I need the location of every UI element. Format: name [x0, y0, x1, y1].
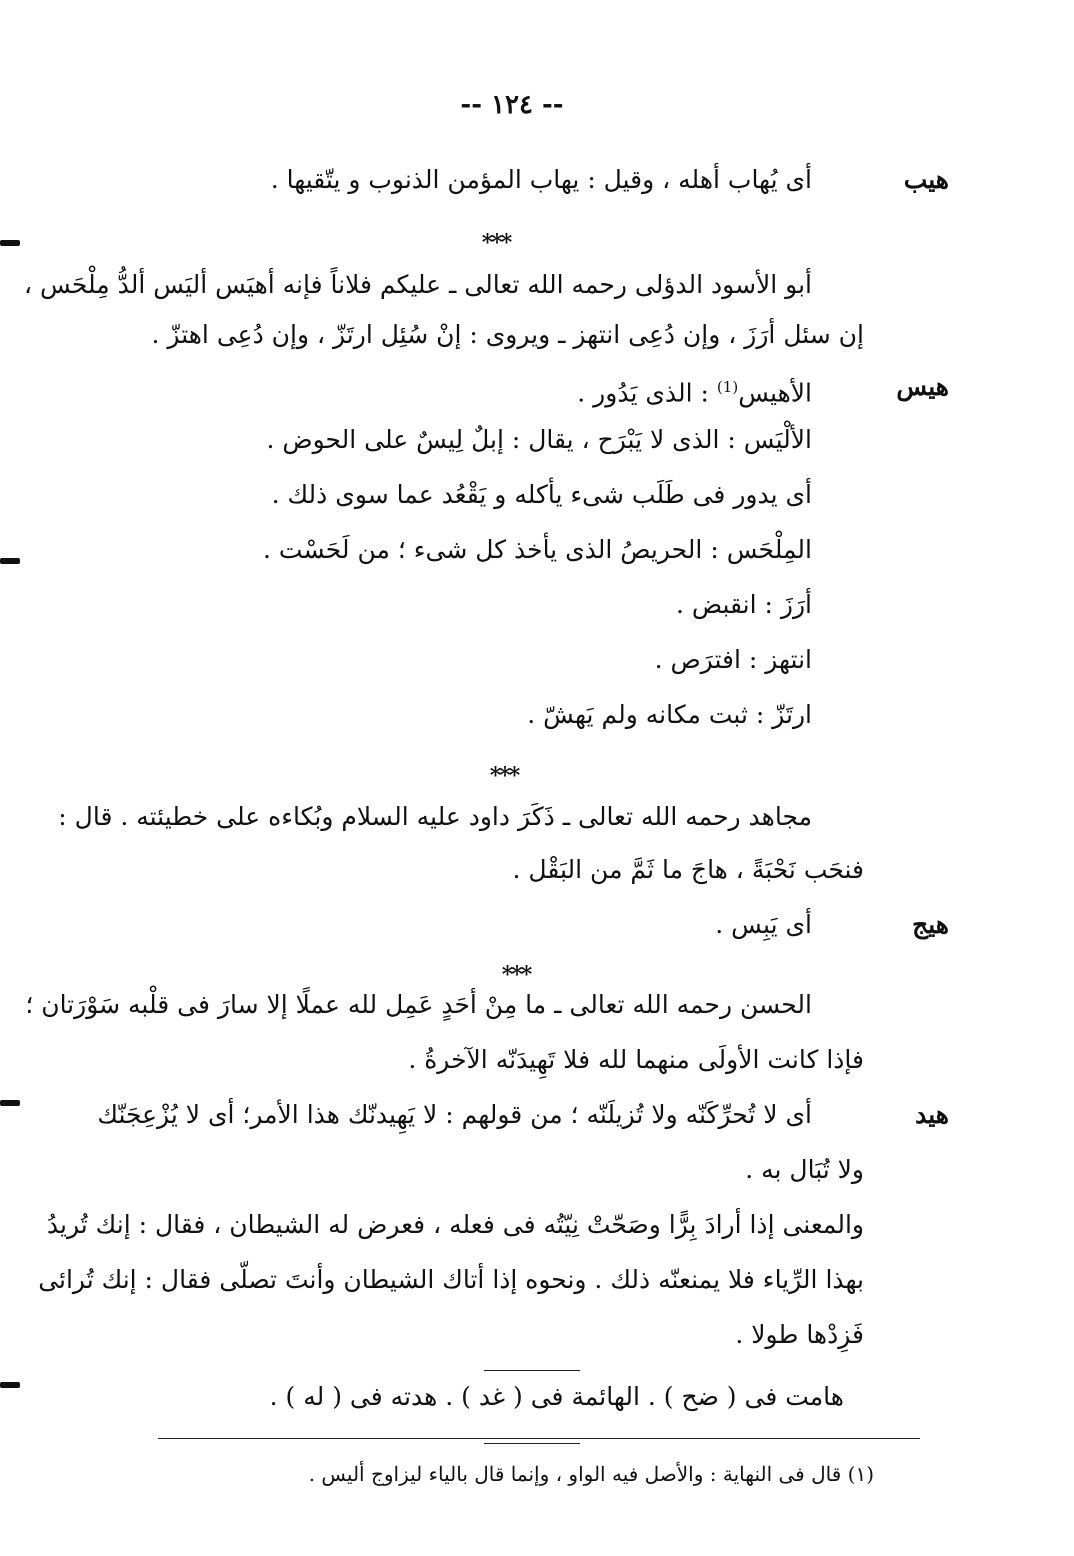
text-line: فَزِدْها طولا . [735, 1320, 864, 1349]
definition-line: أرَزَ : انقبض . [675, 590, 812, 619]
margin-mark [0, 1382, 20, 1388]
definition-line: انتهز : افترَص . [654, 645, 812, 674]
definition-text: : الذى يَدُور . [577, 378, 717, 408]
variant-readings: هامت فى ( ضح ) . الهائمة فى ( غد ) . هدته فى ( له ) . [269, 1382, 844, 1411]
root-heading-haib: هيب [903, 165, 949, 194]
footnote: (١) قال فى النهاية : والأصل فيه الواو ، وإنما قال بالياء ليزاوج أليس . [308, 1462, 874, 1486]
root-heading-hayd: هيد [915, 1100, 949, 1129]
definition-line: المِلْحَس : الحريصُ الذى يأخذ كل شىء ؛ من لَحَسْت . [263, 535, 812, 564]
text-line: أبو الأسود الدؤلى رحمه الله تعالى ـ عليكم فلاناً فإنه أهيَس أليَس ألدُّ مِلْحَس ، [23, 270, 812, 299]
footnote-rule [158, 1438, 920, 1439]
text-line: بهذا الرِّياء فلا يمنعنّه ذلك . ونحوه إذا أتاك الشيطان وأنتَ تصلّى فقال : إنك تُرائى [38, 1265, 864, 1294]
gloss-line: أى لا تُحرِّكَنّه ولا تُزيلَنّه ؛ من قولهم : لا يَهِيدنّك هذا الأمر؛ أى لا يُزْعِجَنّك [97, 1100, 812, 1129]
margin-mark [0, 1100, 20, 1106]
gloss-line: ولا تُبَال به . [745, 1155, 864, 1184]
headword: الأهيس [738, 378, 812, 408]
root-heading-hais: هيس [896, 372, 949, 401]
text-line: الحسن رحمه الله تعالى ـ ما مِنْ أحَدٍ عَمِل لله عملًا إلا سارَ فى قلْبه سَوْرَتان ؛ [25, 990, 812, 1019]
section-separator: *** [481, 230, 511, 256]
definition-line: أى يدور فى طَلَب شىء يأكله و يَقْعُد عما سوى ذلك . [271, 480, 812, 509]
rule [484, 1443, 580, 1444]
section-separator: *** [501, 962, 531, 988]
gloss-line: أى يُهاب أهله ، وقيل : يهاب المؤمن الذنوب و يتّقيها . [270, 165, 812, 194]
text-line: مجاهد رحمه الله تعالى ـ ذَكَرَ داود عليه السلام وبُكاءه على خطيئته . قال : [58, 802, 812, 831]
rule [484, 1370, 580, 1371]
text-line: والمعنى إذا أرادَ بِرًّا وصَحّتْ نِيّتُه فى فعله ، فعرض له الشيطان ، فقال : إنك تُريدُ [46, 1210, 864, 1239]
margin-mark [0, 240, 20, 246]
section-separator: *** [489, 763, 519, 789]
footnote-marker: (1) [716, 378, 739, 396]
definition-line [577, 370, 812, 410]
definition-line: ارتَزّ : ثبت مكانه ولم يَهشّ . [527, 700, 812, 729]
text-line: فنحَب نَحْبَةً ، هاجَ ما ثَمَّ من البَقْل . [512, 855, 864, 884]
margin-mark [0, 558, 20, 564]
root-heading-hayj: هيج [912, 910, 949, 939]
page-number: -- ١٢٤ -- [460, 90, 564, 120]
text-line: إن سئل أرَزَ ، وإن دُعِى انتهز ـ ويروى : إنْ سُئِل ارتَزّ ، وإن دُعِى اهتزّ . [151, 320, 864, 349]
definition-line: الألْيَس : الذى لا يَبْرَح ، يقال : إبلٌ لِيسٌ على الحوض . [266, 425, 812, 454]
gloss-line: أى يَبِس . [715, 910, 812, 939]
text-line: فإذا كانت الأولَى منهما لله فلا تَهِيدَنّه الآخرةُ . [408, 1045, 864, 1074]
